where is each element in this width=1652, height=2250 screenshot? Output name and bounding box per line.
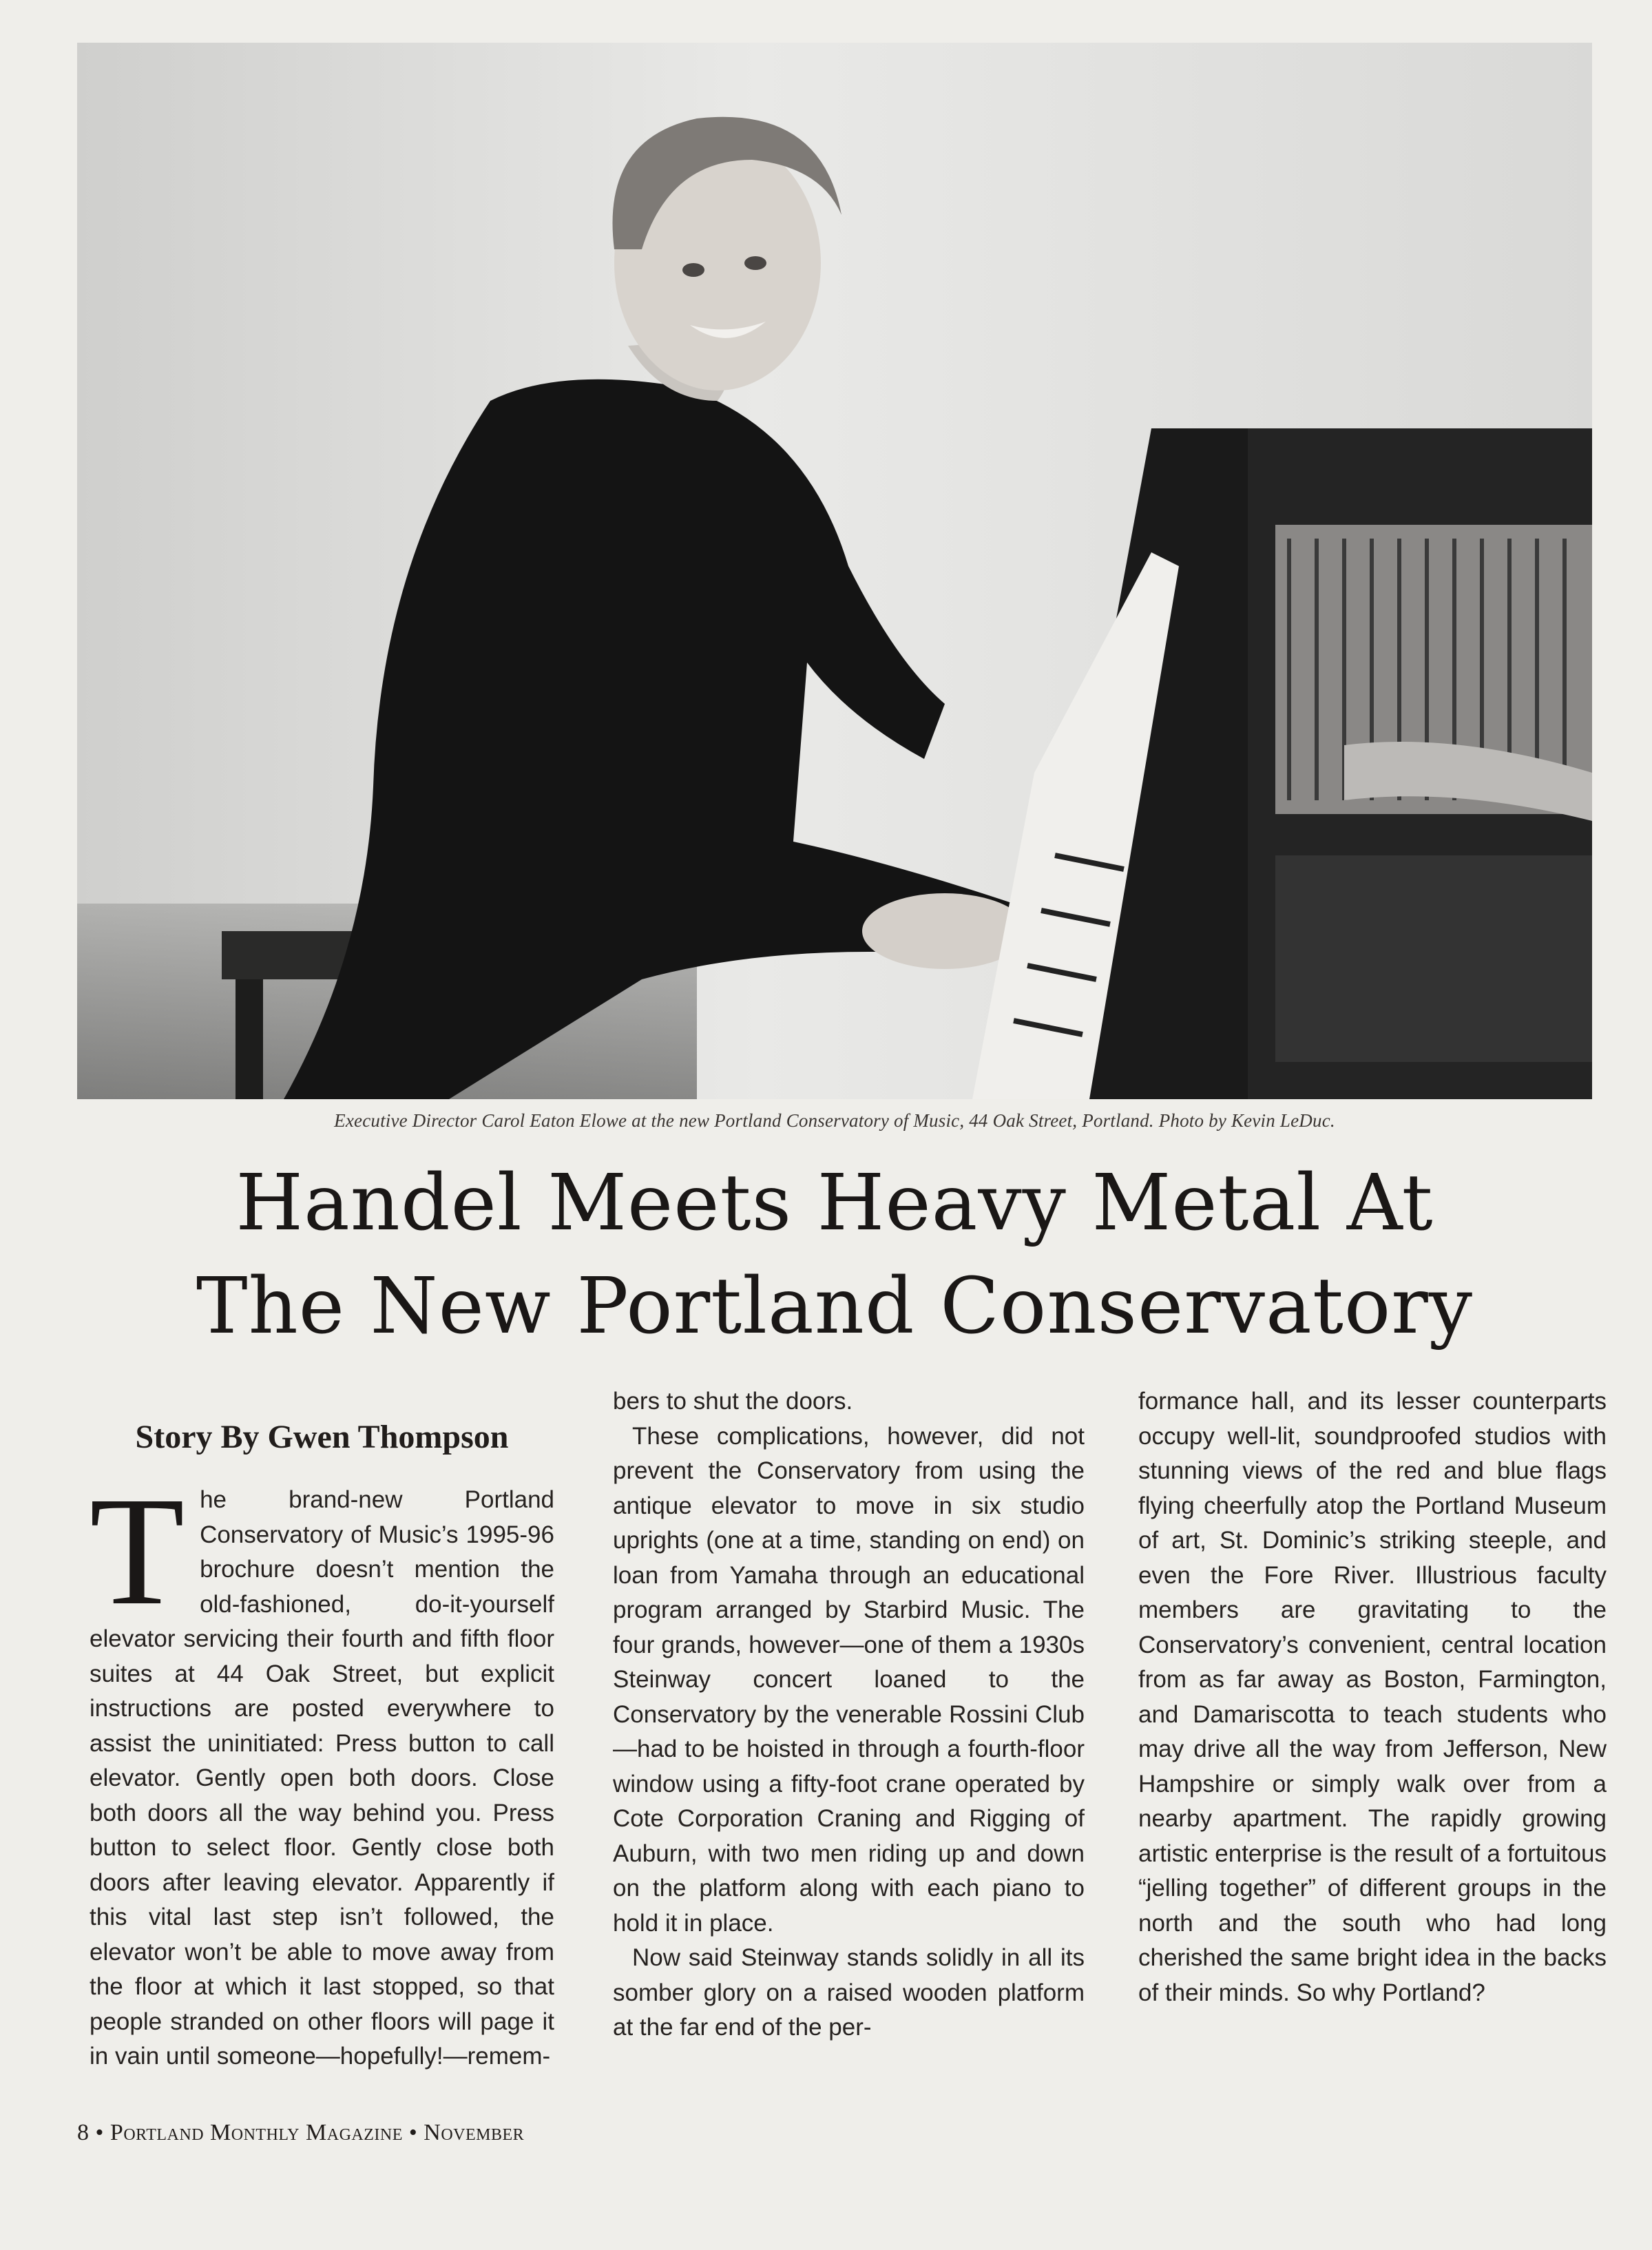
column-2-paragraph-2: These complications, however, did not prevent the Conservatory from using the antique elevator to move in six studio uprights (one at a time, standing on end) on loan from Yamaha through an educational program arranged by Starbird Music. The four grands, however—one of them a 1930s Steinway concert loaned to the Conservatory by the venerable Rossini Club—had to be hoisted in through a fourth-floor window using a fifty-foot crane operated by Cote Corporation Craning and Rigging of Auburn, with two men riding up and down on the platform along with each piano to hold it in place. [613, 1422, 1085, 1937]
column-3-paragraph-1: formance hall, and its lesser counterparts occupy well-lit, soundproofed studios with stunning views of the red and blue flags flying cheerfully atop the Portland Museum of art, St. Dominic’s striking steeple, and even the Fore River. Illustrious faculty members are gravitating to the Conservatory’s convenient, central location from as far away as Boston, Farmington, and Damariscotta to teach students who may drive all the way from Jefferson, New Hampshire or simply walk over from a nearby apartment. The rapidly growing artistic enterprise is the result of a fortuitous “jelling together” of different groups in the north and the south who had long cherished the same bright idea in the backs of their minds. So why Portland? [1138, 1388, 1607, 2006]
page-footer: 8 • Portland Monthly Magazine • November [77, 2120, 525, 2145]
column-1-paragraph-1 [90, 1465, 554, 2074]
article-column-3 [1138, 1384, 1607, 2010]
column-2-paragraph-1: bers to shut the doors. [613, 1388, 853, 1415]
column-1-paragraph-1-text: he brand-new Portland Conservatory of Music’s 1995-96 brochure doesn’t mention the old-fashioned, do-it-yourself elevator servicing their fourth and fifth floor suites at 44 Oak Street, but explicit instructions are posted everywhere to assist the uninitiated: Press button to call elevator. Gently open both doors. Close both doors all the way behind you. Press button to select floor. Gently close both doors after leaving elevator. Apparently if this vital last step isn’t followed, the elevator won’t be able to move away from the floor at which it last stopped, so that people stranded on other floors will page it in vain until someone—hopefully!—remem- [90, 1486, 554, 2070]
byline: Story By Gwen Thompson [135, 1419, 509, 1455]
photo-woman-at-piano [77, 43, 1592, 1099]
column-2-paragraph-3: Now said Steinway stands solidly in all its somber glory on a raised wooden platform at the far end of the per- [613, 1944, 1085, 2041]
article-column-1 [90, 1367, 554, 2074]
headline-line-2: The New Portland Conservatory [196, 1262, 1474, 1351]
photo-caption: Executive Director Carol Eaton Elowe at the new Portland Conservatory of Music, 44 Oak Street, Portland. Photo by Kevin LeDuc. [334, 1110, 1335, 1131]
photo-illustration [77, 43, 1592, 1099]
article-column-2 [613, 1384, 1085, 2045]
drop-cap: T [90, 1465, 185, 1637]
headline [77, 1152, 1592, 1358]
headline-line-1: Handel Meets Heavy Metal At [236, 1158, 1434, 1248]
